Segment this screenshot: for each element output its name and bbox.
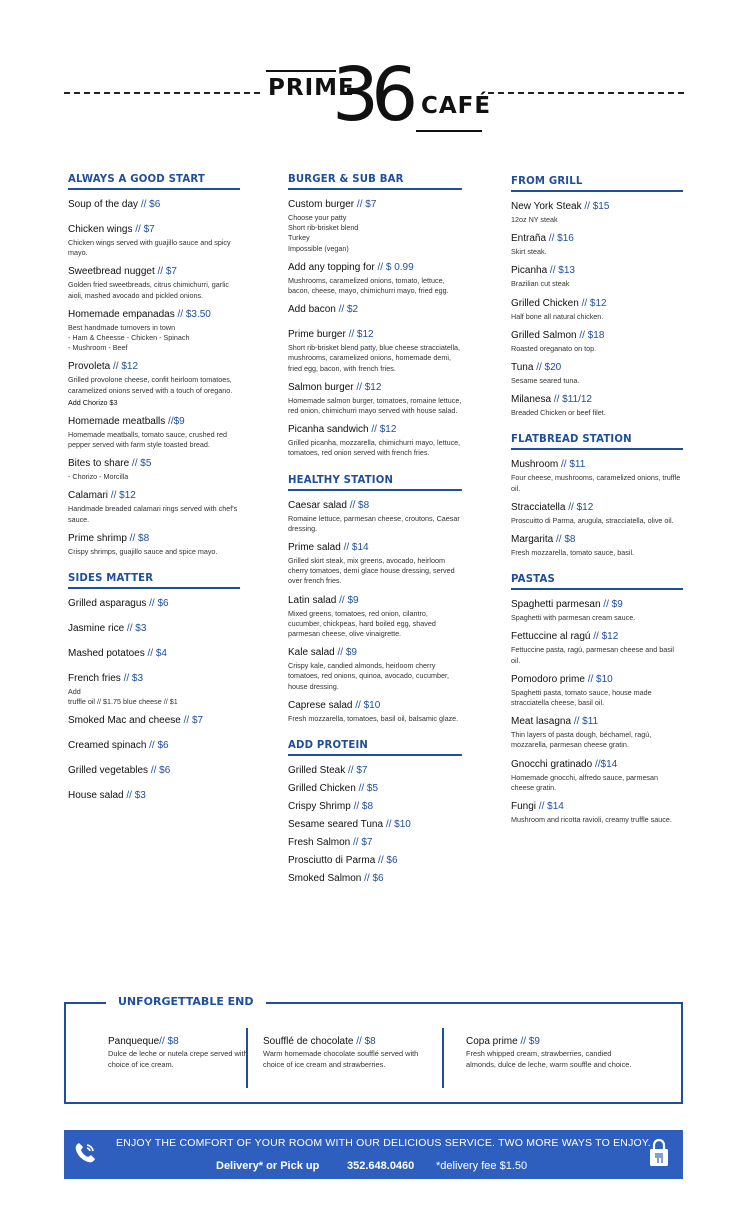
item-price: // $7 [354, 199, 377, 210]
item-description: Four cheese, mushrooms, caramelized onions, truffle oil. [511, 473, 681, 493]
item-price: // $3.50 [174, 308, 211, 320]
item-name: Grilled Chicken [511, 297, 579, 309]
item-price: // $12 [565, 501, 594, 513]
menu-item [68, 790, 240, 802]
menu-section [288, 473, 462, 724]
item-name: Fettuccine al ragú [511, 631, 591, 643]
item-price: // $8 [346, 499, 370, 511]
dessert-price: // $9 [517, 1036, 540, 1047]
item-description: Grilled picanha, mozzarella, chimichurri mayo, lettuce, tomatoes, red onion served with french fries. [288, 438, 461, 458]
item-description: Homemade gnocchi, alfredo sauce, parmesan cheese gratin. [511, 772, 659, 792]
item-price: // $9 [336, 594, 359, 606]
logo-prime: PRIME [268, 75, 355, 101]
item-name: Gnocchi gratinado [511, 758, 593, 770]
menu-section [288, 738, 462, 885]
item-description: Homemade meatballs, tomato sauce, crushed red pepper served with farm style toasted bread. [68, 429, 228, 450]
item-name: Meat lasagna [511, 716, 572, 728]
header [0, 52, 746, 138]
logo-cafe: CAFÉ [421, 93, 492, 119]
item-price: // $8 [350, 801, 374, 813]
menu-item [511, 801, 683, 825]
item-price: // $9 [600, 599, 623, 611]
menu-item [511, 201, 683, 225]
menu-item [288, 765, 462, 777]
item-name: French fries [68, 673, 121, 685]
menu-item [511, 599, 683, 623]
right-divider [488, 92, 684, 94]
menu-item [511, 362, 683, 386]
item-description: Handmade breaded calamari rings served with chef's sauce. [68, 504, 238, 524]
item-price: // $14 [340, 542, 369, 554]
item-price: // $5 [355, 783, 379, 795]
phone-icon [72, 1140, 98, 1166]
logo-line-bottom [416, 130, 482, 132]
item-name: Latin salad [288, 594, 337, 606]
item-price: // $6 [375, 855, 398, 867]
footer-delivery: Delivery* or Pick up [216, 1160, 320, 1172]
section-title: HEALTHY STATION [288, 473, 462, 491]
menu-section [511, 572, 683, 825]
logo-line-top [266, 70, 336, 72]
item-name: Prosciutto di Parma [288, 855, 376, 867]
column-right [511, 174, 683, 839]
item-name: Fungi [511, 801, 537, 813]
item-price: // $15 [581, 201, 610, 212]
item-price: // $14 [536, 801, 564, 813]
item-price: // $12 [578, 297, 607, 309]
footer-tagline: ENJOY THE COMFORT OF YOUR ROOM WITH OUR DELICIOUS SERVICE. TWO MORE WAYS TO ENJOY. [116, 1137, 651, 1149]
dessert-item [466, 1036, 641, 1070]
item-price: // $7 [154, 266, 177, 278]
menu-item [288, 801, 462, 813]
item-price: // $3 [124, 623, 147, 635]
dessert-price: // $8 [353, 1036, 376, 1047]
item-name: Sesame seared Tuna [288, 819, 384, 831]
menu-item [68, 740, 240, 752]
item-price: // $12 [590, 631, 619, 643]
item-name: Calamari [68, 490, 109, 502]
item-name: Pomodoro prime [511, 673, 585, 685]
item-price: // $7 [350, 837, 373, 849]
item-price: // $6 [146, 598, 169, 610]
item-price: // $5 [129, 458, 152, 470]
item-price: // $13 [547, 265, 575, 277]
section-title: PASTAS [511, 572, 683, 590]
item-name: Prime burger [288, 329, 346, 341]
menu-item [68, 416, 240, 450]
menu-item [68, 598, 240, 610]
item-price: // $12 [368, 424, 397, 436]
item-description: Grilled provolone cheese, confit heirloom tomatoes, caramelized onions served with a touch of oregano. [68, 375, 233, 395]
section-title: SIDES MATTER [68, 571, 240, 589]
footer-banner [64, 1130, 683, 1179]
menu-item [68, 715, 240, 727]
item-name: Milanesa [511, 394, 552, 406]
item-name: Margarita [511, 534, 554, 546]
item-price: // $10 [383, 819, 411, 831]
menu-item [511, 631, 683, 665]
item-price: // $9 [334, 647, 357, 659]
item-name: Caesar salad [288, 499, 347, 511]
menu-item [511, 459, 683, 493]
menu-section [68, 172, 240, 557]
item-description: Add truffle oil // $1.75 blue cheese // $1 [68, 687, 178, 707]
item-name: Custom burger [288, 199, 355, 210]
item-name: Creamed spinach [68, 740, 147, 752]
item-price: // $12 [345, 329, 374, 341]
item-price: // $6 [146, 740, 169, 752]
menu-item [511, 265, 683, 289]
menu-item [288, 855, 462, 867]
item-price: // $11 [558, 459, 586, 471]
item-price: // $2 [335, 304, 359, 316]
menu-item [288, 647, 462, 692]
item-name: Smoked Salmon [288, 873, 362, 885]
menu-item [511, 330, 683, 354]
item-price: // $11 [571, 716, 599, 728]
menu-item [288, 329, 462, 374]
item-description: Golden fried sweetbreads, citrus chimichurri, garlic aioli, mashed avocado and pickled onions. [68, 280, 229, 300]
item-price: // $6 [138, 199, 161, 210]
item-price: // $10 [584, 673, 613, 685]
dessert-item [108, 1036, 258, 1070]
footer-phone[interactable]: 352.648.0460 [347, 1160, 415, 1172]
dessert-price: // $8 [159, 1036, 179, 1047]
item-description: 12oz NY steak [511, 215, 558, 224]
item-name: Spaghetti parmesan [511, 599, 601, 611]
dessert-desc: Fresh whipped cream, strawberries, candied almonds, dulce de leche, warm souffle and choice. [466, 1049, 632, 1069]
item-description: Fresh mozzarella, tomatoes, basil oil, balsamic glaze. [288, 713, 459, 723]
item-name: Homemade empanadas [68, 308, 175, 320]
item-name: Chicken wings [68, 224, 133, 235]
menu-section [511, 174, 683, 418]
item-name: Homemade meatballs [68, 415, 166, 427]
desserts-title: UNFORGETTABLE END [106, 995, 266, 1008]
item-name: Grilled asparagus [68, 598, 147, 610]
item-description: Mushroom and ricotta ravioli, creamy truffle sauce. [511, 815, 672, 825]
item-name: Sweetbread nugget [68, 266, 155, 278]
menu-item [511, 394, 683, 418]
item-name: Prime shrimp [68, 532, 127, 544]
item-description: Breaded Chicken or beef filet. [511, 408, 606, 418]
logo-number: 36 [332, 52, 411, 138]
item-extra: Add Chorizo $3 [68, 397, 118, 407]
item-name: Jasmine rice [68, 623, 125, 635]
item-description: Mushrooms, caramelized onions, tomato, lettuce, bacon, cheese, mayo, chimichurri mayo, fried egg. [288, 275, 449, 296]
item-description: - Chorizo - Morcilla [68, 472, 129, 482]
menu-item [288, 500, 462, 534]
item-name: Picanha sandwich [288, 424, 369, 436]
dessert-name: Copa prime [466, 1036, 518, 1047]
item-name: Bites to share [68, 458, 130, 470]
menu-item [511, 534, 683, 558]
item-description: Mixed greens, tomatoes, red onion, cilantro, cucumber, chickpeas, hard boiled egg, shaved parmesan cheese, olive vinaigrette. [288, 608, 436, 639]
item-name: Tuna [511, 362, 534, 374]
section-title: ALWAYS A GOOD START [68, 172, 240, 190]
menu-item [68, 361, 240, 407]
menu-item [68, 224, 240, 258]
menu-item [288, 542, 462, 587]
logo [266, 52, 492, 138]
item-name: Add bacon [288, 304, 336, 316]
item-price: // $11/12 [551, 394, 592, 406]
dessert-name: Panqueque [108, 1036, 160, 1047]
item-name: New York Steak [511, 201, 582, 212]
item-name: Add any topping for [288, 261, 375, 273]
menu-item [511, 298, 683, 322]
menu-section [511, 432, 683, 558]
item-description: Choose your patty Short rib-brisket blend Turkey Impossible (vegan) [288, 213, 359, 253]
item-price: // $10 [352, 699, 381, 711]
item-price: // $6 [361, 873, 384, 885]
menu-item [511, 759, 683, 793]
menu-item [288, 819, 462, 831]
dessert-desc: Dulce de leche or nutela crepe served with choice of ice cream. [108, 1049, 248, 1069]
item-price: //$14 [592, 758, 618, 770]
section-title: ADD PROTEIN [288, 738, 462, 756]
item-description: Best handmade turnovers in town - Ham & Cheesse - Chicken - Spinach - Mushroom - Beef [68, 322, 190, 353]
item-name: Salmon burger [288, 381, 354, 393]
menu-item [288, 304, 462, 316]
section-title: FLATBREAD STATION [511, 432, 683, 450]
item-name: Crispy Shrimp [288, 801, 351, 813]
item-name: Picanha [511, 265, 548, 277]
item-name: Fresh Salmon [288, 837, 351, 849]
dessert-desc: Warm homemade chocolate soufflé served with choice of ice cream and strawberries. [263, 1049, 419, 1069]
section-title: BURGER & SUB BAR [288, 172, 462, 190]
item-price: // $12 [110, 361, 139, 373]
item-name: Caprese salad [288, 699, 353, 711]
menu-item [288, 382, 462, 416]
dessert-name: Soufflé de chocolate [263, 1036, 354, 1047]
item-price: // $3 [120, 673, 144, 685]
item-price: // $20 [533, 362, 562, 374]
item-description: Thin layers of pasta dough, béchamel, ragú, mozzarella, parmesan cheese gratin. [511, 730, 652, 750]
menu-item [511, 716, 683, 750]
item-price: // $7 [345, 765, 368, 777]
item-name: Mashed potatoes [68, 648, 145, 660]
menu-item [288, 199, 462, 254]
dessert-divider [246, 1028, 248, 1088]
item-description: Skirt steak. [511, 247, 547, 257]
item-description: Fresh mozzarella, tomato sauce, basil. [511, 548, 635, 558]
dessert-divider [442, 1028, 444, 1088]
item-description: Spaghetti pasta, tomato sauce, house made stracciatella cheese, basil oil. [511, 687, 652, 708]
item-description: Crispy shrimps, guajillo sauce and spice mayo. [68, 546, 218, 556]
menu-item [68, 623, 240, 635]
menu-item [68, 765, 240, 777]
item-price: //$9 [165, 415, 185, 427]
item-name: Mushroom [511, 459, 559, 471]
item-name: Provoleta [68, 361, 111, 373]
item-description: Short rib-brisket blend patty, blue cheese stracciatella, mushrooms, caramelized onions, homemade demi, fried egg, bacon, with french fries. [288, 343, 461, 373]
item-description: Sesame seared tuna. [511, 376, 580, 386]
item-description: Chicken wings served with guajillo sauce and spicy mayo. [68, 238, 231, 258]
item-description: Roasted oreganato on top. [511, 343, 597, 353]
footer-fee: *delivery fee $1.50 [436, 1160, 528, 1172]
section-title: FROM GRILL [511, 174, 683, 192]
dessert-item [263, 1036, 438, 1070]
item-description: Brazilian cut steak [511, 279, 570, 289]
item-description: Homemade salmon burger, tomatoes, romaine lettuce, red onion, chimichurri mayo served with house salad. [288, 395, 462, 416]
item-price: // $16 [546, 233, 574, 245]
left-divider [64, 92, 260, 94]
item-price: // $8 [553, 534, 576, 546]
item-name: Grilled Chicken [288, 783, 356, 795]
item-description: Crispy kale, candied almonds, heirloom cherry tomatoes, red onions, quinoa, avocado, cucumber, house dressing. [288, 661, 450, 691]
item-price: // $7 [180, 715, 204, 727]
menu-item [511, 674, 683, 708]
menu-item [288, 262, 462, 296]
item-price: // $3 [123, 790, 146, 802]
item-name: House salad [68, 790, 124, 802]
item-description: Fettuccine pasta, ragú, parmesan cheese and basil oil. [511, 645, 675, 665]
item-description: Grilled skirt steak, mix greens, avocado, heirloom cherry tomatoes, demi glace house dressing, served over french fries. [288, 556, 455, 586]
item-description: Half bone all natural chicken. [511, 311, 604, 321]
item-price: // $ 0.99 [374, 261, 414, 273]
column-left [68, 172, 240, 816]
menu-item [68, 673, 240, 707]
item-price: // $12 [353, 381, 382, 393]
item-name: Grilled Steak [288, 765, 346, 777]
item-name: Soup of the day [68, 199, 139, 210]
menu-item [511, 502, 683, 526]
item-name: Grilled vegetables [68, 765, 149, 777]
item-name: Entraña [511, 233, 547, 245]
item-price: // $18 [576, 329, 605, 341]
menu-item [511, 233, 683, 257]
item-price: // $8 [126, 532, 150, 544]
menu-item [288, 595, 462, 640]
column-center [288, 172, 462, 899]
menu-item [288, 837, 462, 849]
item-price: // $12 [108, 490, 136, 502]
menu-section [68, 571, 240, 802]
menu-item [68, 533, 240, 557]
item-name: Prime salad [288, 542, 341, 554]
menu-item [68, 490, 240, 524]
menu-item [68, 266, 240, 300]
menu-item [68, 199, 240, 211]
item-name: Kale salad [288, 647, 335, 659]
menu-item [288, 783, 462, 795]
desserts-box [64, 995, 683, 1104]
menu-item [288, 873, 462, 885]
menu-item [68, 648, 240, 660]
menu-item [288, 700, 462, 724]
menu-item [68, 458, 240, 482]
item-price: // $4 [144, 648, 167, 660]
item-name: Smoked Mac and cheese [68, 715, 181, 727]
item-description: Spaghetti with parmesan cream sauce. [511, 613, 636, 623]
menu-item [68, 309, 240, 354]
item-name: Grilled Salmon [511, 329, 577, 341]
item-description: Proscuitto di Parma, arugula, stracciatella, olive oil. [511, 515, 674, 525]
item-description: Romaine lettuce, parmesan cheese, croutons, Caesar dressing. [288, 513, 460, 533]
menu-item [288, 424, 462, 458]
lock-icon [648, 1138, 670, 1168]
item-price: // $6 [148, 765, 171, 777]
item-price: // $7 [132, 224, 155, 235]
menu-section [288, 172, 462, 459]
item-name: Stracciatella [511, 501, 566, 513]
